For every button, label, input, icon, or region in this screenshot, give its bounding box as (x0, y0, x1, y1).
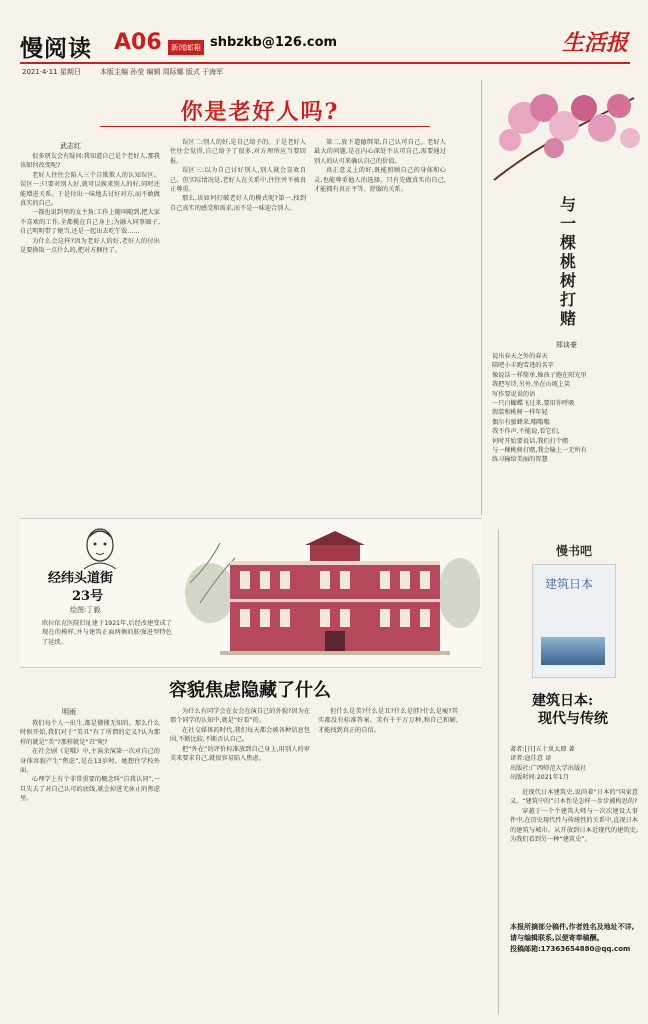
article2-column-2 (170, 707, 310, 1014)
poem-title: 与一棵桃树打赌 (560, 195, 577, 328)
paragraph: 那么,该如何打破老好人的模式呢?第一,找到自己真实的感受和需求,而不是一味迎合别人。 (170, 195, 306, 212)
footer-notice (510, 922, 638, 955)
poem-line: 与一棵桃树打赌,我会输上一无所有 (492, 447, 587, 455)
column-divider-bottom (498, 530, 499, 1014)
article2-column-1 (20, 719, 160, 1014)
poem-line: 练习输给美丽的智慧 (492, 456, 548, 464)
notice-text: 本报所摘部分稿件,作者姓名及地址不详,请与编辑联系,以便寄奉稿酬。 (510, 923, 635, 942)
article-author: 武志红 (60, 142, 81, 150)
newspaper-logo: 生活报 (562, 30, 629, 56)
paragraph: 很多朋友会有疑问:我知道自己是个老好人,那我该如何改变呢? (20, 153, 160, 170)
book-meta-line: 出版时间:2021年1月 (510, 774, 569, 782)
poem-line: 说出春天之外的春天 (492, 353, 548, 360)
poem-line: 我把写诗,另外,坐在山坡上笑 (492, 381, 571, 389)
poem-line: 何时开始要说话,我们打个赌 (492, 437, 569, 445)
book-section-label: 慢书吧 (556, 544, 593, 558)
book-meta (510, 745, 638, 783)
poem-line: 假装和桃树一样年轻 (492, 409, 548, 417)
header-email: shbzkb@126.com (210, 35, 338, 50)
paragraph: 在社会剧《是哦》中,主演余演第一次对自己的身体容貌产生“焦虑”,是在13岁时。她想住学校外面。 (20, 748, 160, 775)
email-badge: 新闻邮箱 (168, 40, 204, 55)
poet-name: 郑谈豪 (556, 341, 577, 349)
paragraph: 真正意义上的好,既能照顾自己的身体和心灵,也能尊重他人的选择。只有先做真实的自己,才能拥有真正平等、舒服的关系。 (314, 167, 446, 194)
book-cover-title: 建筑日本 (545, 577, 594, 591)
building-watercolor (180, 523, 480, 663)
article2-title: 容貌焦虑隐藏了什么 (169, 680, 331, 701)
article2-author: 明雨 (62, 708, 76, 716)
dateline: 2021·4·11 星期日 (22, 68, 81, 76)
paragraph: 为什么会这样?因为老好人的好,老好人的付出是要换取一点什么的,把对方捆住了。 (20, 237, 160, 255)
paragraph: 但什么是美?什么是丑?什么是胖?什么是瘦?其实都没有标准答案。美有千千万万种,和自己和解,才能找到真正的自信。 (318, 708, 458, 734)
paragraph: 心理学上有个非常重要的概念叫“自我认同”,一旦失去了对自己认可的底线,就会掉进无休止的焦虑里。 (20, 776, 160, 803)
painting-caption: 欧拉依克医院旧址建于1921年,后经改建变成了现在的模样,并与建筑正面两侧的胀强进型特色了延续。 (42, 620, 172, 646)
paragraph: 误区二:别人的好,是自己给予的。于是老好人往往会觉得,自己给予了很多,对方理所应当要回报。 (170, 139, 306, 165)
paragraph: 在社交媒体的时代,我们每天都会被各种信息包围,不断比较,不断否认自己。 (170, 726, 310, 744)
paragraph: 近现代日本建筑史,说尚着“日本的”国家意义。“建筑中的”日本性是怎样一步步被构思的? (510, 789, 638, 806)
article2-column-3 (318, 707, 458, 1014)
book-cover-art (541, 637, 605, 665)
column-name: 慢阅读 (20, 35, 92, 62)
poem-line: 写作要说说的语 (492, 390, 536, 398)
poem-line: 一只白蝴蝶飞过来,要用你呼吸 (492, 400, 575, 408)
author-portrait-sketch (80, 525, 120, 569)
header-divider (20, 62, 630, 64)
paragraph: 我们每个人一出生,都是懂懂无知的。那么什么时候开始,我们对于“美丑”有了所谓的定义?认为那样的就是“美”?那样就是“丑”呢? (20, 720, 160, 746)
book-title-2: 现代与传统 (538, 711, 608, 727)
book-meta-line: 出版社:广西师范大学出版社 (510, 764, 587, 772)
painting-title-1: 经纬头道街 (48, 571, 114, 586)
article-title: 你是老好人吗? (180, 99, 340, 125)
article-column-2 (170, 138, 306, 514)
peach-blossom-illustration (484, 78, 644, 186)
page-number: A06 (114, 30, 162, 55)
paragraph: 误区三:以为自己讨好别人,别人就会喜欢自己。但实际情况是,老好人在关系中,往往并不被真正尊重。 (170, 167, 306, 194)
article-column-3 (314, 138, 446, 514)
credits: 本版主编 孙莹 编辑 周际娜 版式 于海军 (100, 68, 224, 76)
book-meta-line: 著者:[日]五十岚太郎 著 (510, 746, 575, 753)
paragraph: 老好人往往会陷入三个自欺欺人的认知误区。误区一:只要对别人好,就可以换来别人的好,同时还能增进关系。于是付出一味地去讨好对方,而不敢做真实的自己。 (20, 171, 160, 208)
poem-line: 像说话一样简单,像孩子跑在阳光里 (492, 371, 587, 379)
paragraph: 一都也说到里的女主角:工作上随叫随到,把大家不喜欢的工作,全都揽在自己身上;为融入同事圈子,自己明明带了便当,还是一起出去吃午饭…… (20, 209, 160, 236)
book-cover (532, 564, 616, 678)
poem-line: 陪吧小丰跑雪逃的名字 (492, 362, 554, 370)
painting-byline: 绘图:丁毅 (70, 606, 101, 614)
book-title-1: 建筑日本: (532, 693, 594, 709)
paragraph: 为什么有同学会在女会在演自己的外貌?因为在那个同学的认知中,就是“好看”的。 (170, 708, 310, 725)
poem-line: 我不作声,不能说,看它们, (492, 428, 560, 436)
article-column-1 (20, 152, 160, 514)
paragraph: 把“外在”的评价标准放到自己身上,用别人的审美来要求自己,就很容易陷入焦虑。 (170, 745, 310, 763)
book-meta-line: 译者:寇佳意 译 (510, 755, 552, 763)
paragraph: 穿越于一个个建筑大师与一次次建设大事件中,在历史现代性与传统性的关系中,直视日本的建筑与城市。从开放到日本近现代的建筑史,为我们看到另一种“建筑史”。 (510, 807, 638, 844)
book-review (510, 788, 638, 900)
paragraph: 第二,放下道德绑架,自己认可自己。老好人最大的问题,是在内心深处不认可自己,需要通过别人的认可来确认自己的价值。 (314, 139, 446, 165)
title-underline (100, 126, 430, 127)
painting-title-2: 23号 (72, 589, 104, 604)
column-divider (481, 80, 482, 515)
painting-block (20, 518, 482, 668)
poem-body (492, 352, 632, 465)
submission-email: 投稿邮箱:17363654880@qq.com (510, 945, 631, 953)
poem-line: 偶尔有蜜蜂来,嗡嗡嗡 (492, 418, 550, 426)
masthead (0, 0, 648, 78)
